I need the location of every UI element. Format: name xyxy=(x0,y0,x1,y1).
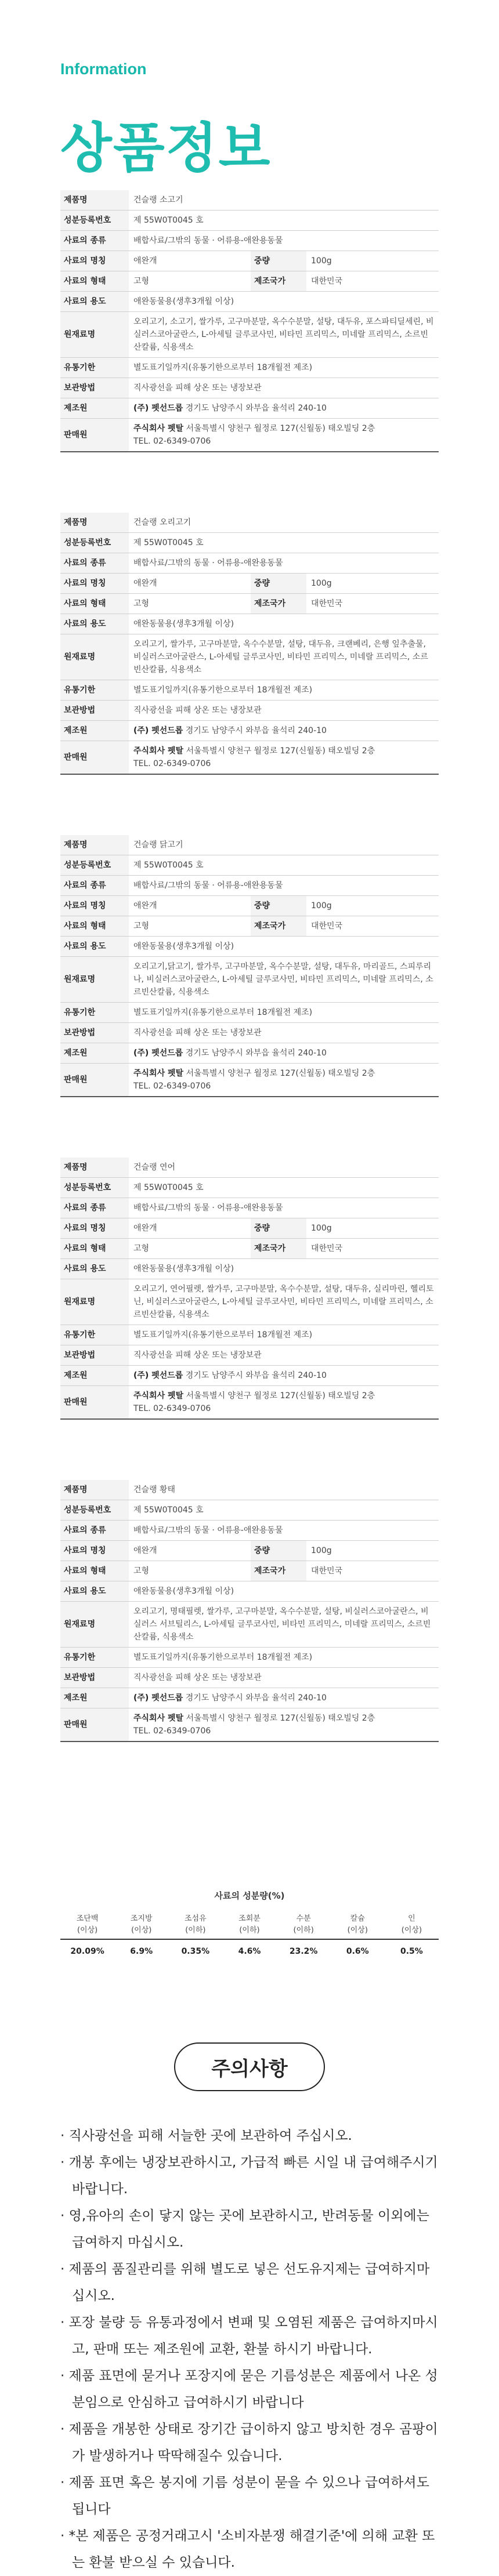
spec-label: 중량 xyxy=(251,1218,306,1239)
spec-label: 성분등록번호 xyxy=(60,1178,129,1198)
caution-item: · 제품의 품질관리를 위해 별도로 넣은 선도유지제는 급여하지마십시오. xyxy=(60,2262,430,2303)
maker-corp: (주) 펫선드롭 xyxy=(133,404,183,413)
spec-label: 성분등록번호 xyxy=(60,533,129,553)
spec-value: 직사광선을 피해 상온 또는 냉장보관 xyxy=(133,706,262,715)
spec-table xyxy=(60,513,439,775)
nutrient-name: 조회분 xyxy=(238,1914,261,1923)
nutrient-label xyxy=(331,1913,385,1940)
nutrient-name: 조지방 xyxy=(130,1914,153,1923)
spec-value xyxy=(129,1708,439,1742)
seller-corp: 주식회사 펫탈 xyxy=(133,1391,184,1401)
caution-item: · 영,유아의 손이 닿지 않는 곳에 보관하시고, 반려동물 이외에는 급여하지 마십시오. xyxy=(60,2208,429,2250)
nutrient-label xyxy=(385,1913,439,1940)
seller-corp: 주식회사 펫탈 xyxy=(133,1069,184,1078)
seller-tel: TEL. 02-6349-0706 xyxy=(133,759,211,768)
nutrient-item xyxy=(222,1913,276,1956)
nutrient-label xyxy=(168,1913,222,1940)
nutrient-name: 수분 xyxy=(296,1914,311,1923)
spec-row xyxy=(60,1064,439,1097)
nutrient-value: 0.6% xyxy=(346,1947,369,1956)
spec-value: 애완개 xyxy=(133,256,157,266)
spec-label: 사료의 명칭 xyxy=(60,574,129,594)
maker-address: 경기도 남양주시 와부읍 율석리 240-10 xyxy=(185,1048,327,1058)
spec-value: 건슬랭 소고기 xyxy=(133,195,183,205)
spec-label: 판매원 xyxy=(60,741,129,775)
spec-label: 판매원 xyxy=(60,1708,129,1742)
spec-label: 중량 xyxy=(251,1541,306,1561)
seller-address: 서울특별시 양천구 월정로 127(신월동) 태오빌딩 2층 xyxy=(186,746,375,756)
spec-label: 사료의 종류 xyxy=(60,553,129,574)
nutrient-name: 인 xyxy=(408,1914,415,1923)
nutrient-name: 조단백 xyxy=(76,1914,99,1923)
nutrient-value: 6.9% xyxy=(130,1947,153,1956)
product-spec xyxy=(60,513,439,775)
spec-value: 100g xyxy=(311,579,332,588)
page-title: 상품정보 xyxy=(60,117,272,179)
spec-label: 보관방법 xyxy=(60,1668,129,1688)
spec-value: 건슬랭 연어 xyxy=(133,1163,176,1172)
spec-label: 판매원 xyxy=(60,1386,129,1420)
maker-corp: (주) 펫선드롭 xyxy=(133,726,183,735)
seller-address: 서울특별시 양천구 월정로 127(신월동) 태오빌딩 2층 xyxy=(186,1714,375,1723)
spec-row xyxy=(60,211,439,231)
caution-title: 주의사항 xyxy=(174,2042,325,2091)
spec-table xyxy=(60,835,439,1097)
spec-row xyxy=(60,1521,439,1541)
nutrient-item xyxy=(385,1913,439,1956)
spec-label: 제조국가 xyxy=(251,271,306,292)
spec-row xyxy=(60,1648,439,1668)
nutrient-item xyxy=(60,1913,114,1956)
spec-value: 애완동물용(생후3개월 이상) xyxy=(133,297,234,306)
spec-label: 원재료명 xyxy=(60,1602,129,1648)
spec-row xyxy=(60,419,439,452)
spec-label: 보관방법 xyxy=(60,701,129,721)
product-spec xyxy=(60,190,439,452)
spec-value: 고형 xyxy=(133,1244,150,1253)
spec-label: 사료의 종류 xyxy=(60,231,129,251)
seller-corp: 주식회사 펫탈 xyxy=(133,746,184,756)
maker-corp: (주) 펫선드롭 xyxy=(133,1048,183,1058)
spec-row xyxy=(60,1386,439,1420)
spec-value: 직사광선을 피해 상온 또는 냉장보관 xyxy=(133,1673,262,1682)
spec-value: 대한민국 xyxy=(311,921,343,931)
spec-row xyxy=(60,614,439,634)
spec-row xyxy=(60,1581,439,1602)
spec-row xyxy=(60,251,439,271)
spec-value xyxy=(129,721,439,741)
spec-value: 건슬랭 오리고기 xyxy=(133,518,191,527)
spec-value: 100g xyxy=(311,1546,332,1555)
nutrient-label xyxy=(114,1913,168,1940)
spec-value: 제 55W0T0045 호 xyxy=(133,216,204,225)
spec-row xyxy=(60,1325,439,1345)
spec-row xyxy=(60,1541,439,1561)
spec-value: 건슬랭 황태 xyxy=(133,1485,176,1494)
spec-label: 유통기한 xyxy=(60,358,129,378)
spec-value xyxy=(129,741,439,775)
spec-value: 100g xyxy=(311,256,332,266)
spec-label: 보관방법 xyxy=(60,378,129,398)
spec-row xyxy=(60,1500,439,1521)
spec-label: 사료의 종류 xyxy=(60,1521,129,1541)
spec-value: 제 55W0T0045 호 xyxy=(133,538,204,547)
spec-value: 고형 xyxy=(133,921,150,931)
spec-label: 중량 xyxy=(251,574,306,594)
spec-label: 제조원 xyxy=(60,1366,129,1386)
spec-row xyxy=(60,876,439,896)
spec-value: 직사광선을 피해 상온 또는 냉장보관 xyxy=(133,1351,262,1360)
nutrient-label xyxy=(222,1913,276,1940)
spec-label: 성분등록번호 xyxy=(60,1500,129,1521)
spec-label: 보관방법 xyxy=(60,1023,129,1043)
spec-row xyxy=(60,835,439,855)
spec-label: 원재료명 xyxy=(60,957,129,1003)
spec-label: 성분등록번호 xyxy=(60,855,129,876)
spec-value: 애완동물용(생후3개월 이상) xyxy=(133,1587,234,1596)
maker-corp: (주) 펫선드롭 xyxy=(133,1693,183,1703)
spec-value: 배합사료/그밖의 동물 · 어류용-애완용동물 xyxy=(133,1526,283,1535)
spec-label: 사료의 종류 xyxy=(60,1198,129,1218)
spec-label: 제조원 xyxy=(60,1688,129,1708)
spec-value: 별도표기일까지(유통기한으로부터 18개월전 제조) xyxy=(133,1653,313,1662)
spec-value: 배합사료/그밖의 동물 · 어류용-애완용동물 xyxy=(133,1203,283,1213)
spec-label: 판매원 xyxy=(60,419,129,452)
spec-label: 유통기한 xyxy=(60,1325,129,1345)
spec-row xyxy=(60,190,439,211)
caution-item: · 제품을 개봉한 상태로 장기간 급이하지 않고 방치한 경우 곰팡이가 발생하거나 딱딱해질수 있습니다. xyxy=(60,2422,438,2463)
spec-value: 배합사료/그밖의 동물 · 어류용-애완용동물 xyxy=(133,558,283,568)
nutrient-condition: (이하) xyxy=(293,1926,314,1935)
spec-label: 사료의 명칭 xyxy=(60,896,129,916)
spec-label: 사료의 형태 xyxy=(60,1239,129,1259)
spec-row xyxy=(60,1239,439,1259)
caution-item: · 제품 표면에 묻거나 포장지에 묻은 기름성분은 제품에서 나온 성분임으로 안심하고 급여하시기 바랍니다 xyxy=(60,2368,438,2410)
spec-label: 사료의 용도 xyxy=(60,614,129,634)
spec-label: 제조국가 xyxy=(251,916,306,937)
spec-row xyxy=(60,1688,439,1708)
caution-item: · 직사광선을 피해 서늘한 곳에 보관하여 주십시오. xyxy=(60,2128,352,2143)
spec-label: 사료의 형태 xyxy=(60,1561,129,1581)
spec-value: 배합사료/그밖의 동물 · 어류용-애완용동물 xyxy=(133,236,283,245)
spec-value: 대한민국 xyxy=(311,277,343,286)
spec-row xyxy=(60,1345,439,1366)
spec-row xyxy=(60,1178,439,1198)
spec-row xyxy=(60,1668,439,1688)
nutrient-value: 23.2% xyxy=(289,1947,318,1956)
spec-label: 사료의 형태 xyxy=(60,271,129,292)
spec-value: 애완개 xyxy=(133,579,157,588)
seller-address: 서울특별시 양천구 월정로 127(신월동) 태오빌딩 2층 xyxy=(186,424,375,433)
maker-address: 경기도 남양주시 와부읍 율석리 240-10 xyxy=(185,1371,327,1380)
product-spec xyxy=(60,835,439,1097)
spec-row xyxy=(60,574,439,594)
spec-label: 성분등록번호 xyxy=(60,211,129,231)
spec-row xyxy=(60,358,439,378)
seller-tel: TEL. 02-6349-0706 xyxy=(133,1726,211,1736)
caution-item: · 포장 불량 등 유통과정에서 변패 및 오염된 제품은 급여하지마시고, 판매 또는 제조원에 교환, 환불 하시기 바랍니다. xyxy=(60,2315,438,2357)
spec-label: 사료의 용도 xyxy=(60,1259,129,1279)
nutrient-item xyxy=(277,1913,331,1956)
spec-value: 별도표기일까지(유통기한으로부터 18개월전 제조) xyxy=(133,363,313,372)
nutrient-value: 4.6% xyxy=(238,1947,261,1956)
spec-value: 고형 xyxy=(133,1566,150,1576)
spec-label: 제조원 xyxy=(60,721,129,741)
spec-value: 배합사료/그밖의 동물 · 어류용-애완용동물 xyxy=(133,881,283,890)
spec-label: 제품명 xyxy=(60,1158,129,1178)
spec-row xyxy=(60,1218,439,1239)
nutrient-value: 0.5% xyxy=(400,1947,423,1956)
product-list xyxy=(60,190,439,1802)
spec-row xyxy=(60,271,439,292)
nutrient-name: 칼슘 xyxy=(350,1914,365,1923)
spec-label: 판매원 xyxy=(60,1064,129,1097)
spec-row xyxy=(60,513,439,533)
nutrient-row xyxy=(60,1913,439,1956)
spec-label: 제조국가 xyxy=(251,594,306,614)
analysis-title: 사료의 성분량(%) xyxy=(214,1891,285,1901)
spec-value xyxy=(129,1366,439,1386)
maker-address: 경기도 남양주시 와부읍 율석리 240-10 xyxy=(185,1693,327,1703)
spec-row xyxy=(60,855,439,876)
spec-row xyxy=(60,1366,439,1386)
spec-value: 오리고기, 명태필렛, 쌀가루, 고구마분말, 옥수수분말, 설탕, 비실러스코아굴란스, 비실러스 서브틸리스, L-아세틸 글루코사민, 비타민 프리믹스, 미네랄 프리믹스, 소르빈산칼륨, 식용색소 xyxy=(133,1607,431,1642)
caution-list xyxy=(60,2123,439,2576)
spec-row xyxy=(60,553,439,574)
spec-row xyxy=(60,1023,439,1043)
spec-value xyxy=(129,1043,439,1064)
spec-label: 유통기한 xyxy=(60,680,129,701)
spec-value: 오리고기,닭고기, 쌀가루, 고구마분말, 옥수수분말, 설탕, 대두유, 마리골드, 스피루리나, 비실러스코아굴란스, L-아세틸 글루코사민, 비타민 프리믹스, 미네랄 프리믹스, 소르빈산칼륨, 식용색소 xyxy=(133,962,433,997)
spec-value: 애완개 xyxy=(133,901,157,910)
spec-value: 애완동물용(생후3개월 이상) xyxy=(133,942,234,951)
spec-label: 제품명 xyxy=(60,190,129,211)
caution-item: · *본 제품은 공정거래고시 '소비자분쟁 해결기준'에 의해 교환 또는 환불 받으실 수 있습니다. xyxy=(60,2528,435,2570)
spec-value: 오리고기, 소고기, 쌀가루, 고구마분말, 옥수수분말, 설탕, 대두유, 포스파티딜세린, 비실러스코아굴란스, L-아세틸 글루코사민, 비타민 프리믹스, 미네랄 프리믹스, 소르빈산칼륨, 식용색소 xyxy=(133,317,434,352)
caution-item: · 제품 표면 혹은 봉지에 기름 성분이 묻을 수 있으나 급여하셔도 됩니다 xyxy=(60,2475,429,2517)
spec-table xyxy=(60,190,439,452)
spec-label: 사료의 종류 xyxy=(60,876,129,896)
spec-value: 오리고기, 쌀가루, 고구마분말, 옥수수분말, 설탕, 대두유, 크랜베리, 은행 잎추출물, 비실러스코아굴란스, L-아세틸 글루코사민, 비타민 프리믹스, 미네랄 프리믹스, 소르빈산칼륨, 식용색소 xyxy=(133,640,428,674)
spec-row xyxy=(60,721,439,741)
spec-label: 제조국가 xyxy=(251,1239,306,1259)
spec-row xyxy=(60,533,439,553)
nutrient-value: 20.09% xyxy=(70,1947,104,1956)
nutrient-label xyxy=(60,1913,114,1940)
nutrient-item xyxy=(331,1913,385,1956)
spec-value: 애완동물용(생후3개월 이상) xyxy=(133,619,234,629)
spec-label: 제품명 xyxy=(60,1480,129,1500)
spec-row xyxy=(60,1480,439,1500)
spec-row xyxy=(60,231,439,251)
spec-label: 사료의 명칭 xyxy=(60,1541,129,1561)
seller-tel: TEL. 02-6349-0706 xyxy=(133,1082,211,1091)
spec-row xyxy=(60,1561,439,1581)
seller-address: 서울특별시 양천구 월정로 127(신월동) 태오빌딩 2층 xyxy=(186,1391,375,1401)
spec-value: 별도표기일까지(유통기한으로부터 18개월전 제조) xyxy=(133,1008,313,1017)
spec-row xyxy=(60,701,439,721)
section-eyebrow: Information xyxy=(60,60,147,78)
spec-value: 애완동물용(생후3개월 이상) xyxy=(133,1264,234,1274)
spec-row xyxy=(60,292,439,312)
spec-value: 100g xyxy=(311,901,332,910)
spec-row xyxy=(60,1198,439,1218)
maker-address: 경기도 남양주시 와부읍 율석리 240-10 xyxy=(185,404,327,413)
spec-row xyxy=(60,1158,439,1178)
nutrient-condition: (이상) xyxy=(347,1926,368,1935)
spec-row xyxy=(60,1602,439,1648)
spec-label: 사료의 명칭 xyxy=(60,1218,129,1239)
spec-value: 고형 xyxy=(133,599,150,608)
seller-tel: TEL. 02-6349-0706 xyxy=(133,437,211,446)
spec-row xyxy=(60,634,439,680)
spec-value: 대한민국 xyxy=(311,599,343,608)
spec-row xyxy=(60,378,439,398)
spec-value: 애완개 xyxy=(133,1546,157,1555)
spec-label: 사료의 용도 xyxy=(60,292,129,312)
spec-row xyxy=(60,1259,439,1279)
spec-value: 별도표기일까지(유통기한으로부터 18개월전 제조) xyxy=(133,685,313,695)
spec-value: 제 55W0T0045 호 xyxy=(133,1505,204,1515)
spec-value: 제 55W0T0045 호 xyxy=(133,1183,204,1192)
spec-row xyxy=(60,594,439,614)
nutrient-condition: (이하) xyxy=(239,1926,260,1935)
spec-value xyxy=(129,398,439,419)
caution-item: · 개봉 후에는 냉장보관하시고, 가급적 빠른 시일 내 급여해주시기 바랍니다. xyxy=(60,2155,438,2197)
spec-label: 원재료명 xyxy=(60,312,129,358)
spec-row xyxy=(60,1279,439,1325)
nutrient-item xyxy=(114,1913,168,1956)
spec-value: 100g xyxy=(311,1224,332,1233)
spec-value: 직사광선을 피해 상온 또는 냉장보관 xyxy=(133,1028,262,1037)
spec-label: 중량 xyxy=(251,251,306,271)
spec-label: 유통기한 xyxy=(60,1648,129,1668)
nutrient-condition: (이상) xyxy=(77,1926,98,1935)
nutrient-item xyxy=(168,1913,222,1956)
spec-label: 사료의 명칭 xyxy=(60,251,129,271)
spec-value: 직사광선을 피해 상온 또는 냉장보관 xyxy=(133,383,262,393)
spec-label: 제조원 xyxy=(60,1043,129,1064)
nutrient-label xyxy=(277,1913,331,1940)
spec-row xyxy=(60,916,439,937)
seller-corp: 주식회사 펫탈 xyxy=(133,1714,184,1723)
spec-value xyxy=(129,419,439,452)
nutrient-name: 조섬유 xyxy=(185,1914,207,1923)
spec-label: 사료의 용도 xyxy=(60,1581,129,1602)
spec-value: 건슬랭 닭고기 xyxy=(133,840,183,850)
spec-row xyxy=(60,1003,439,1023)
spec-label: 사료의 형태 xyxy=(60,594,129,614)
spec-label: 제조국가 xyxy=(251,1561,306,1581)
nutrient-condition: (이상) xyxy=(401,1926,422,1935)
spec-value: 제 55W0T0045 호 xyxy=(133,861,204,870)
spec-value: 오리고기, 연어필렛, 쌀가루, 고구마분말, 옥수수분말, 설탕, 대두유, 실리마린, 헬리토닌, 비실러스코아굴란스, L-아세틸 글루코사민, 비타민 프리믹스, 미네랄 프리믹스, 소르빈산칼륨, 식용색소 xyxy=(133,1285,434,1319)
spec-value: 대한민국 xyxy=(311,1244,343,1253)
spec-value xyxy=(129,1386,439,1420)
spec-label: 보관방법 xyxy=(60,1345,129,1366)
spec-value: 애완개 xyxy=(133,1224,157,1233)
product-spec xyxy=(60,1158,439,1420)
seller-corp: 주식회사 펫탈 xyxy=(133,424,184,433)
seller-tel: TEL. 02-6349-0706 xyxy=(133,1404,211,1413)
spec-label: 사료의 용도 xyxy=(60,937,129,957)
spec-row xyxy=(60,312,439,358)
spec-value: 대한민국 xyxy=(311,1566,343,1576)
spec-value xyxy=(129,1064,439,1097)
spec-label: 중량 xyxy=(251,896,306,916)
spec-label: 원재료명 xyxy=(60,1279,129,1325)
spec-label: 유통기한 xyxy=(60,1003,129,1023)
maker-corp: (주) 펫선드롭 xyxy=(133,1371,183,1380)
nutrient-value: 0.35% xyxy=(181,1947,210,1956)
spec-value: 별도표기일까지(유통기한으로부터 18개월전 제조) xyxy=(133,1330,313,1340)
spec-label: 사료의 형태 xyxy=(60,916,129,937)
spec-row xyxy=(60,680,439,701)
nutrient-analysis xyxy=(60,1889,439,1956)
spec-row xyxy=(60,741,439,775)
spec-table xyxy=(60,1158,439,1420)
maker-address: 경기도 남양주시 와부읍 율석리 240-10 xyxy=(185,726,327,735)
nutrient-condition: (이하) xyxy=(185,1926,206,1935)
nutrient-condition: (이상) xyxy=(131,1926,152,1935)
spec-label: 원재료명 xyxy=(60,634,129,680)
product-spec xyxy=(60,1480,439,1742)
spec-row xyxy=(60,1043,439,1064)
spec-row xyxy=(60,937,439,957)
seller-address: 서울특별시 양천구 월정로 127(신월동) 태오빌딩 2층 xyxy=(186,1069,375,1078)
spec-value: 고형 xyxy=(133,277,150,286)
spec-row xyxy=(60,896,439,916)
spec-label: 제조원 xyxy=(60,398,129,419)
spec-value xyxy=(129,1688,439,1708)
spec-row xyxy=(60,1708,439,1742)
spec-label: 제품명 xyxy=(60,835,129,855)
spec-label: 제품명 xyxy=(60,513,129,533)
spec-row xyxy=(60,398,439,419)
spec-row xyxy=(60,957,439,1003)
spec-table xyxy=(60,1480,439,1742)
